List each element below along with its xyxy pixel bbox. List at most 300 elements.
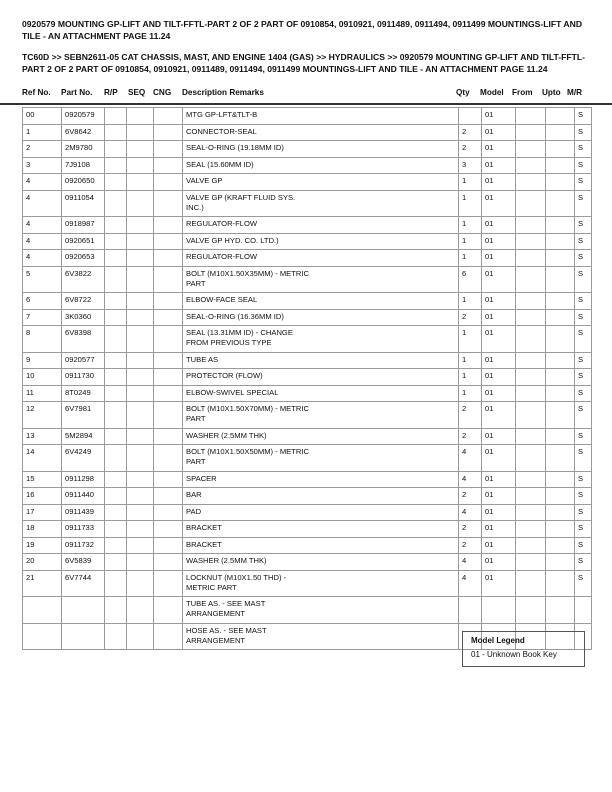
- cell-desc: BOLT (M10X1.50X35MM) - METRIC PART: [183, 266, 459, 293]
- cell-model: 01: [482, 217, 516, 234]
- cell-model: 01: [482, 369, 516, 386]
- cell-mr: S: [575, 537, 592, 554]
- cell-model: 01: [482, 250, 516, 267]
- cell-upto: [546, 157, 575, 174]
- cell-from: [516, 554, 546, 571]
- header-from: From: [512, 88, 533, 97]
- header-upto: Upto: [542, 88, 561, 97]
- cell-cng: [154, 504, 183, 521]
- table-row: [23, 309, 592, 326]
- cell-mr: S: [575, 471, 592, 488]
- cell-part: 0920651: [62, 233, 105, 250]
- cell-model: 01: [482, 445, 516, 472]
- cell-ref: 14: [23, 445, 62, 472]
- cell-from: [516, 157, 546, 174]
- cell-upto: [546, 124, 575, 141]
- cell-desc: TUBE AS. - SEE MAST ARRANGEMENT: [183, 597, 459, 624]
- cell-part: 6V4249: [62, 445, 105, 472]
- table-row: [23, 570, 592, 597]
- cell-seq: [127, 369, 154, 386]
- cell-upto: [546, 554, 575, 571]
- header-rp: R/P: [104, 88, 118, 97]
- cell-part: 5M2894: [62, 428, 105, 445]
- cell-part: 0911054: [62, 190, 105, 217]
- cell-seq: [127, 190, 154, 217]
- cell-desc: VALVE GP: [183, 174, 459, 191]
- cell-seq: [127, 266, 154, 293]
- cell-qty: 1: [459, 190, 482, 217]
- cell-desc: ELBOW-FACE SEAL: [183, 293, 459, 310]
- cell-qty: 2: [459, 521, 482, 538]
- cell-cng: [154, 428, 183, 445]
- cell-cng: [154, 309, 183, 326]
- cell-desc: BRACKET: [183, 537, 459, 554]
- cell-mr: S: [575, 293, 592, 310]
- cell-cng: [154, 217, 183, 234]
- cell-from: [516, 445, 546, 472]
- cell-upto: [546, 217, 575, 234]
- cell-qty: [459, 597, 482, 624]
- cell-model: 01: [482, 537, 516, 554]
- cell-cng: [154, 521, 183, 538]
- cell-mr: S: [575, 190, 592, 217]
- cell-cng: [154, 141, 183, 158]
- cell-upto: [546, 369, 575, 386]
- cell-part: 0911732: [62, 537, 105, 554]
- header-cng: CNG: [153, 88, 172, 97]
- cell-seq: [127, 217, 154, 234]
- cell-cng: [154, 623, 183, 650]
- cell-seq: [127, 293, 154, 310]
- cell-desc: MTG GP-LFT&TLT-B: [183, 108, 459, 125]
- cell-upto: [546, 326, 575, 353]
- table-row: [23, 266, 592, 293]
- header-ref-no: Ref No.: [22, 88, 51, 97]
- cell-model: 01: [482, 233, 516, 250]
- cell-rp: [105, 623, 127, 650]
- cell-seq: [127, 124, 154, 141]
- cell-cng: [154, 108, 183, 125]
- cell-upto: [546, 385, 575, 402]
- table-row: [23, 233, 592, 250]
- cell-cng: [154, 597, 183, 624]
- cell-upto: [546, 488, 575, 505]
- cell-ref: 11: [23, 385, 62, 402]
- cell-seq: [127, 537, 154, 554]
- table-row: [23, 385, 592, 402]
- cell-qty: [459, 108, 482, 125]
- cell-seq: [127, 326, 154, 353]
- table-row: [23, 108, 592, 125]
- cell-upto: [546, 108, 575, 125]
- cell-desc: BRACKET: [183, 521, 459, 538]
- cell-ref: 5: [23, 266, 62, 293]
- cell-ref: 12: [23, 402, 62, 429]
- cell-part: 0920650: [62, 174, 105, 191]
- cell-rp: [105, 190, 127, 217]
- table-row: [23, 157, 592, 174]
- cell-desc: VALVE GP (KRAFT FLUID SYS. INC.): [183, 190, 459, 217]
- table-row: [23, 217, 592, 234]
- cell-from: [516, 402, 546, 429]
- cell-cng: [154, 537, 183, 554]
- table-row: [23, 174, 592, 191]
- cell-qty: 1: [459, 326, 482, 353]
- cell-model: [482, 597, 516, 624]
- cell-upto: [546, 471, 575, 488]
- cell-qty: 3: [459, 157, 482, 174]
- cell-ref: 18: [23, 521, 62, 538]
- cell-ref: 2: [23, 141, 62, 158]
- cell-ref: 9: [23, 352, 62, 369]
- cell-seq: [127, 554, 154, 571]
- cell-cng: [154, 293, 183, 310]
- cell-mr: S: [575, 488, 592, 505]
- cell-mr: S: [575, 124, 592, 141]
- cell-seq: [127, 352, 154, 369]
- cell-desc: REGULATOR-FLOW: [183, 250, 459, 267]
- cell-from: [516, 108, 546, 125]
- table-row: [23, 402, 592, 429]
- cell-cng: [154, 369, 183, 386]
- cell-rp: [105, 266, 127, 293]
- cell-qty: 1: [459, 217, 482, 234]
- cell-seq: [127, 445, 154, 472]
- cell-seq: [127, 108, 154, 125]
- cell-ref: [23, 623, 62, 650]
- cell-rp: [105, 157, 127, 174]
- cell-qty: 2: [459, 402, 482, 429]
- cell-cng: [154, 385, 183, 402]
- cell-mr: [575, 597, 592, 624]
- cell-rp: [105, 217, 127, 234]
- cell-seq: [127, 521, 154, 538]
- cell-qty: 1: [459, 352, 482, 369]
- cell-qty: 4: [459, 445, 482, 472]
- cell-from: [516, 124, 546, 141]
- cell-desc: HOSE AS. - SEE MAST ARRANGEMENT: [183, 623, 459, 650]
- cell-rp: [105, 250, 127, 267]
- cell-rp: [105, 233, 127, 250]
- cell-seq: [127, 174, 154, 191]
- cell-qty: 4: [459, 554, 482, 571]
- cell-part: 6V8398: [62, 326, 105, 353]
- cell-mr: S: [575, 554, 592, 571]
- cell-qty: 1: [459, 174, 482, 191]
- cell-model: 01: [482, 326, 516, 353]
- cell-mr: S: [575, 521, 592, 538]
- cell-rp: [105, 108, 127, 125]
- cell-ref: 4: [23, 233, 62, 250]
- model-legend-item: 01 - Unknown Book Key: [471, 650, 557, 659]
- cell-qty: 4: [459, 504, 482, 521]
- cell-rp: [105, 309, 127, 326]
- cell-upto: [546, 570, 575, 597]
- cell-desc: VALVE GP HYD. CO. LTD.): [183, 233, 459, 250]
- table-row: [23, 504, 592, 521]
- cell-ref: [23, 597, 62, 624]
- header-seq: SEQ: [128, 88, 146, 97]
- cell-mr: S: [575, 250, 592, 267]
- table-row: [23, 521, 592, 538]
- cell-desc: BOLT (M10X1.50X50MM) - METRIC PART: [183, 445, 459, 472]
- cell-desc: LOCKNUT (M10X1.50 THD) - METRIC PART: [183, 570, 459, 597]
- cell-desc: PROTECTOR (FLOW): [183, 369, 459, 386]
- cell-seq: [127, 385, 154, 402]
- table-row: [23, 250, 592, 267]
- cell-model: 01: [482, 124, 516, 141]
- cell-part: 0920653: [62, 250, 105, 267]
- cell-mr: S: [575, 309, 592, 326]
- cell-desc: SPACER: [183, 471, 459, 488]
- cell-mr: S: [575, 445, 592, 472]
- cell-from: [516, 190, 546, 217]
- cell-seq: [127, 157, 154, 174]
- cell-desc: TUBE AS: [183, 352, 459, 369]
- table-header: [0, 87, 612, 101]
- cell-seq: [127, 309, 154, 326]
- cell-desc: ELBOW-SWIVEL SPECIAL: [183, 385, 459, 402]
- cell-upto: [546, 174, 575, 191]
- cell-qty: 1: [459, 369, 482, 386]
- cell-from: [516, 428, 546, 445]
- cell-qty: 2: [459, 537, 482, 554]
- cell-qty: 1: [459, 250, 482, 267]
- cell-part: [62, 623, 105, 650]
- table-row: [23, 554, 592, 571]
- table-row: [23, 445, 592, 472]
- cell-desc: PAD: [183, 504, 459, 521]
- cell-desc: WASHER (2.5MM THK): [183, 554, 459, 571]
- page-title: 0920579 MOUNTING GP-LIFT AND TILT-FFTL-PART 2 OF 2 PART OF 0910854, 0910921, 0911489, 0911494, 0911499 MOUNTINGS-LIFT AND TILE - AN ATTACHMENT PAGE 11.24: [22, 19, 583, 41]
- cell-cng: [154, 190, 183, 217]
- cell-model: 01: [482, 293, 516, 310]
- header-model: Model: [480, 88, 504, 97]
- cell-rp: [105, 428, 127, 445]
- cell-model: 01: [482, 570, 516, 597]
- cell-model: 01: [482, 428, 516, 445]
- cell-qty: 2: [459, 141, 482, 158]
- table-row: [23, 537, 592, 554]
- cell-ref: 16: [23, 488, 62, 505]
- cell-rp: [105, 537, 127, 554]
- cell-seq: [127, 233, 154, 250]
- cell-part: 7J9108: [62, 157, 105, 174]
- cell-qty: 4: [459, 570, 482, 597]
- cell-part: 0920577: [62, 352, 105, 369]
- cell-from: [516, 471, 546, 488]
- cell-mr: S: [575, 217, 592, 234]
- cell-model: 01: [482, 402, 516, 429]
- cell-model: 01: [482, 521, 516, 538]
- cell-cng: [154, 402, 183, 429]
- cell-rp: [105, 385, 127, 402]
- cell-cng: [154, 157, 183, 174]
- table-row: [23, 597, 592, 624]
- table-row: [23, 352, 592, 369]
- table-row: [23, 428, 592, 445]
- cell-ref: 13: [23, 428, 62, 445]
- cell-upto: [546, 266, 575, 293]
- cell-model: 01: [482, 190, 516, 217]
- cell-desc: BAR: [183, 488, 459, 505]
- header-divider: [0, 103, 612, 105]
- cell-cng: [154, 488, 183, 505]
- cell-upto: [546, 445, 575, 472]
- cell-qty: 4: [459, 471, 482, 488]
- cell-rp: [105, 141, 127, 158]
- cell-desc: SEAL-O-RING (16.36MM ID): [183, 309, 459, 326]
- model-legend: [462, 631, 585, 667]
- cell-model: 01: [482, 157, 516, 174]
- cell-from: [516, 309, 546, 326]
- breadcrumb: TC60D >> SEBN2611-05 CAT CHASSIS, MAST, AND ENGINE 1404 (GAS) >> HYDRAULICS >> 0920579 MOUNTING GP-LIFT AND TILT-FFTL-PART 2 OF 2 PART OF 0910854, 0910921, 0911489, 0911494, 0911499 MOUNTINGS-LIFT AND TILE - AN ATTACHMENT PAGE 11.24: [22, 52, 586, 74]
- cell-rp: [105, 402, 127, 429]
- cell-from: [516, 385, 546, 402]
- cell-cng: [154, 326, 183, 353]
- cell-from: [516, 537, 546, 554]
- table-row: [23, 190, 592, 217]
- cell-rp: [105, 471, 127, 488]
- cell-from: [516, 352, 546, 369]
- cell-cng: [154, 471, 183, 488]
- cell-upto: [546, 428, 575, 445]
- cell-seq: [127, 597, 154, 624]
- cell-mr: S: [575, 402, 592, 429]
- cell-rp: [105, 521, 127, 538]
- cell-qty: 1: [459, 293, 482, 310]
- header-description: Description Remarks: [182, 88, 264, 97]
- cell-upto: [546, 597, 575, 624]
- cell-qty: 1: [459, 233, 482, 250]
- cell-qty: 2: [459, 309, 482, 326]
- cell-part: 0911440: [62, 488, 105, 505]
- cell-qty: 2: [459, 488, 482, 505]
- cell-model: 01: [482, 141, 516, 158]
- cell-ref: 6: [23, 293, 62, 310]
- cell-mr: S: [575, 385, 592, 402]
- cell-upto: [546, 309, 575, 326]
- cell-from: [516, 369, 546, 386]
- cell-upto: [546, 537, 575, 554]
- table-row: [23, 471, 592, 488]
- cell-ref: 17: [23, 504, 62, 521]
- model-legend-title: Model Legend: [471, 636, 525, 645]
- cell-part: 8T0249: [62, 385, 105, 402]
- cell-model: 01: [482, 385, 516, 402]
- cell-mr: S: [575, 504, 592, 521]
- cell-rp: [105, 570, 127, 597]
- cell-ref: 10: [23, 369, 62, 386]
- cell-rp: [105, 504, 127, 521]
- cell-cng: [154, 570, 183, 597]
- parts-table: [22, 107, 592, 650]
- cell-ref: 4: [23, 250, 62, 267]
- header-mr: M/R: [567, 88, 583, 97]
- cell-rp: [105, 554, 127, 571]
- cell-rp: [105, 326, 127, 353]
- cell-mr: S: [575, 174, 592, 191]
- cell-desc: WASHER (2.5MM THK): [183, 428, 459, 445]
- cell-seq: [127, 428, 154, 445]
- cell-desc: SEAL-O-RING (19.18MM ID): [183, 141, 459, 158]
- cell-seq: [127, 488, 154, 505]
- cell-mr: S: [575, 157, 592, 174]
- cell-from: [516, 250, 546, 267]
- cell-cng: [154, 124, 183, 141]
- cell-model: 01: [482, 174, 516, 191]
- cell-desc: REGULATOR-FLOW: [183, 217, 459, 234]
- cell-seq: [127, 623, 154, 650]
- cell-mr: S: [575, 108, 592, 125]
- cell-part: 0918987: [62, 217, 105, 234]
- table-row: [23, 488, 592, 505]
- cell-cng: [154, 266, 183, 293]
- cell-mr: S: [575, 570, 592, 597]
- cell-upto: [546, 352, 575, 369]
- cell-mr: S: [575, 233, 592, 250]
- cell-upto: [546, 293, 575, 310]
- cell-from: [516, 293, 546, 310]
- cell-rp: [105, 445, 127, 472]
- cell-model: 01: [482, 309, 516, 326]
- cell-from: [516, 217, 546, 234]
- cell-mr: S: [575, 428, 592, 445]
- cell-from: [516, 521, 546, 538]
- cell-part: 6V7744: [62, 570, 105, 597]
- cell-qty: 2: [459, 124, 482, 141]
- cell-model: 01: [482, 266, 516, 293]
- cell-desc: SEAL (15.60MM ID): [183, 157, 459, 174]
- cell-ref: 00: [23, 108, 62, 125]
- cell-model: 01: [482, 554, 516, 571]
- cell-part: 6V5839: [62, 554, 105, 571]
- cell-cng: [154, 174, 183, 191]
- cell-part: 6V8642: [62, 124, 105, 141]
- cell-part: [62, 597, 105, 624]
- cell-cng: [154, 250, 183, 267]
- cell-model: 01: [482, 488, 516, 505]
- cell-cng: [154, 554, 183, 571]
- header-qty: Qty: [456, 88, 470, 97]
- cell-mr: S: [575, 352, 592, 369]
- cell-ref: 4: [23, 174, 62, 191]
- cell-upto: [546, 521, 575, 538]
- cell-ref: 19: [23, 537, 62, 554]
- cell-from: [516, 266, 546, 293]
- cell-part: 0911439: [62, 504, 105, 521]
- cell-cng: [154, 233, 183, 250]
- cell-part: 2M9780: [62, 141, 105, 158]
- cell-upto: [546, 190, 575, 217]
- cell-ref: 15: [23, 471, 62, 488]
- cell-desc: SEAL (13.31MM ID) - CHANGE FROM PREVIOUS TYPE: [183, 326, 459, 353]
- table-row: [23, 326, 592, 353]
- cell-model: 01: [482, 471, 516, 488]
- cell-from: [516, 326, 546, 353]
- cell-from: [516, 141, 546, 158]
- cell-from: [516, 597, 546, 624]
- cell-ref: 4: [23, 190, 62, 217]
- cell-ref: 3: [23, 157, 62, 174]
- cell-ref: 8: [23, 326, 62, 353]
- cell-ref: 21: [23, 570, 62, 597]
- cell-upto: [546, 504, 575, 521]
- cell-mr: S: [575, 326, 592, 353]
- cell-part: 3K0360: [62, 309, 105, 326]
- cell-ref: 20: [23, 554, 62, 571]
- cell-rp: [105, 488, 127, 505]
